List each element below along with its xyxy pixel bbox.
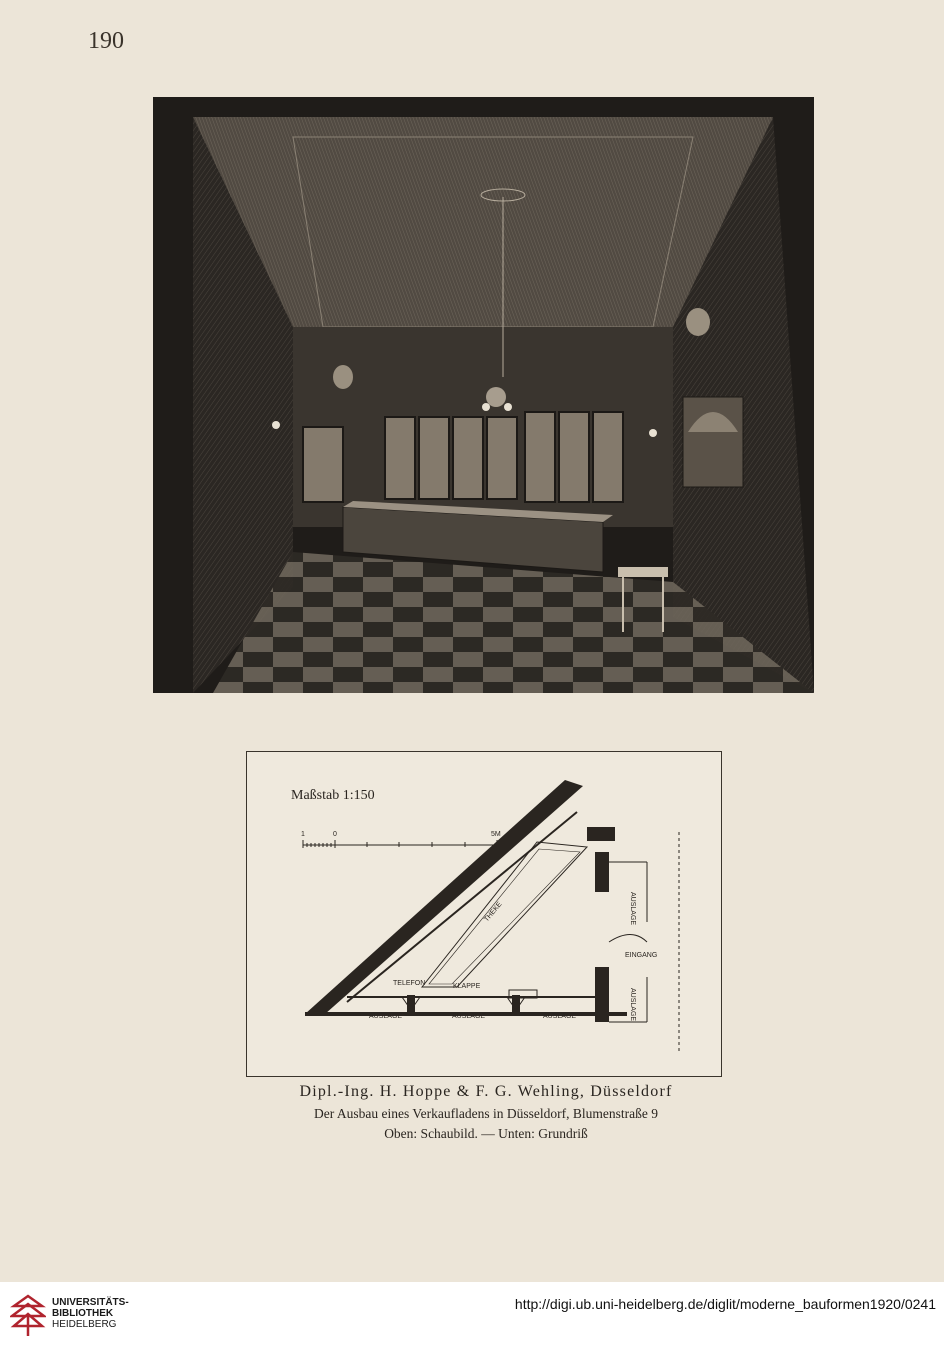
label-auslage-1: AUSLAGE bbox=[369, 1013, 403, 1020]
label-klappe: KLAPPE bbox=[453, 983, 481, 990]
footer-bar bbox=[0, 1282, 944, 1349]
floor-plan bbox=[246, 751, 722, 1077]
page-number: 190 bbox=[88, 28, 124, 54]
library-name bbox=[52, 1297, 129, 1330]
scale-label: Maßstab 1:150 bbox=[291, 788, 375, 803]
caption-architects: Dipl.-Ing. H. Hoppe & F. G. Wehling, Düsseldorf bbox=[299, 1083, 673, 1100]
library-line-3: HEIDELBERG bbox=[52, 1319, 117, 1330]
label-theke: THEKE bbox=[483, 900, 504, 924]
caption-legend: Oben: Schaubild. — Unten: Grundriß bbox=[384, 1126, 588, 1141]
library-logo-icon bbox=[10, 1292, 46, 1338]
label-telefon: TELEFON bbox=[393, 980, 426, 987]
scale-tick-0: 0 bbox=[333, 831, 337, 838]
shop-interior-engraving bbox=[153, 97, 814, 693]
library-line-2: BIBLIOTHEK bbox=[52, 1308, 114, 1319]
caption-description: Der Ausbau eines Verkaufladens in Düsseldorf, Blumenstraße 9 bbox=[314, 1106, 658, 1121]
label-eingang: EINGANG bbox=[625, 952, 658, 959]
scale-tick-5m: 5M bbox=[491, 831, 501, 838]
label-auslage-right-top: AUSLAGE bbox=[629, 892, 636, 926]
label-auslage-2: AUSLAGE bbox=[452, 1013, 486, 1020]
label-auslage-right-bottom: AUSLAGE bbox=[629, 988, 636, 1022]
scale-tick-1: 1 bbox=[301, 831, 305, 838]
label-auslage-3: AUSLAGE bbox=[543, 1013, 577, 1020]
library-line-1: UNIVERSITÄTS- bbox=[52, 1297, 129, 1308]
source-url-link[interactable]: http://digi.ub.uni-heidelberg.de/diglit/moderne_bauformen1920/0241 bbox=[514, 1296, 936, 1312]
